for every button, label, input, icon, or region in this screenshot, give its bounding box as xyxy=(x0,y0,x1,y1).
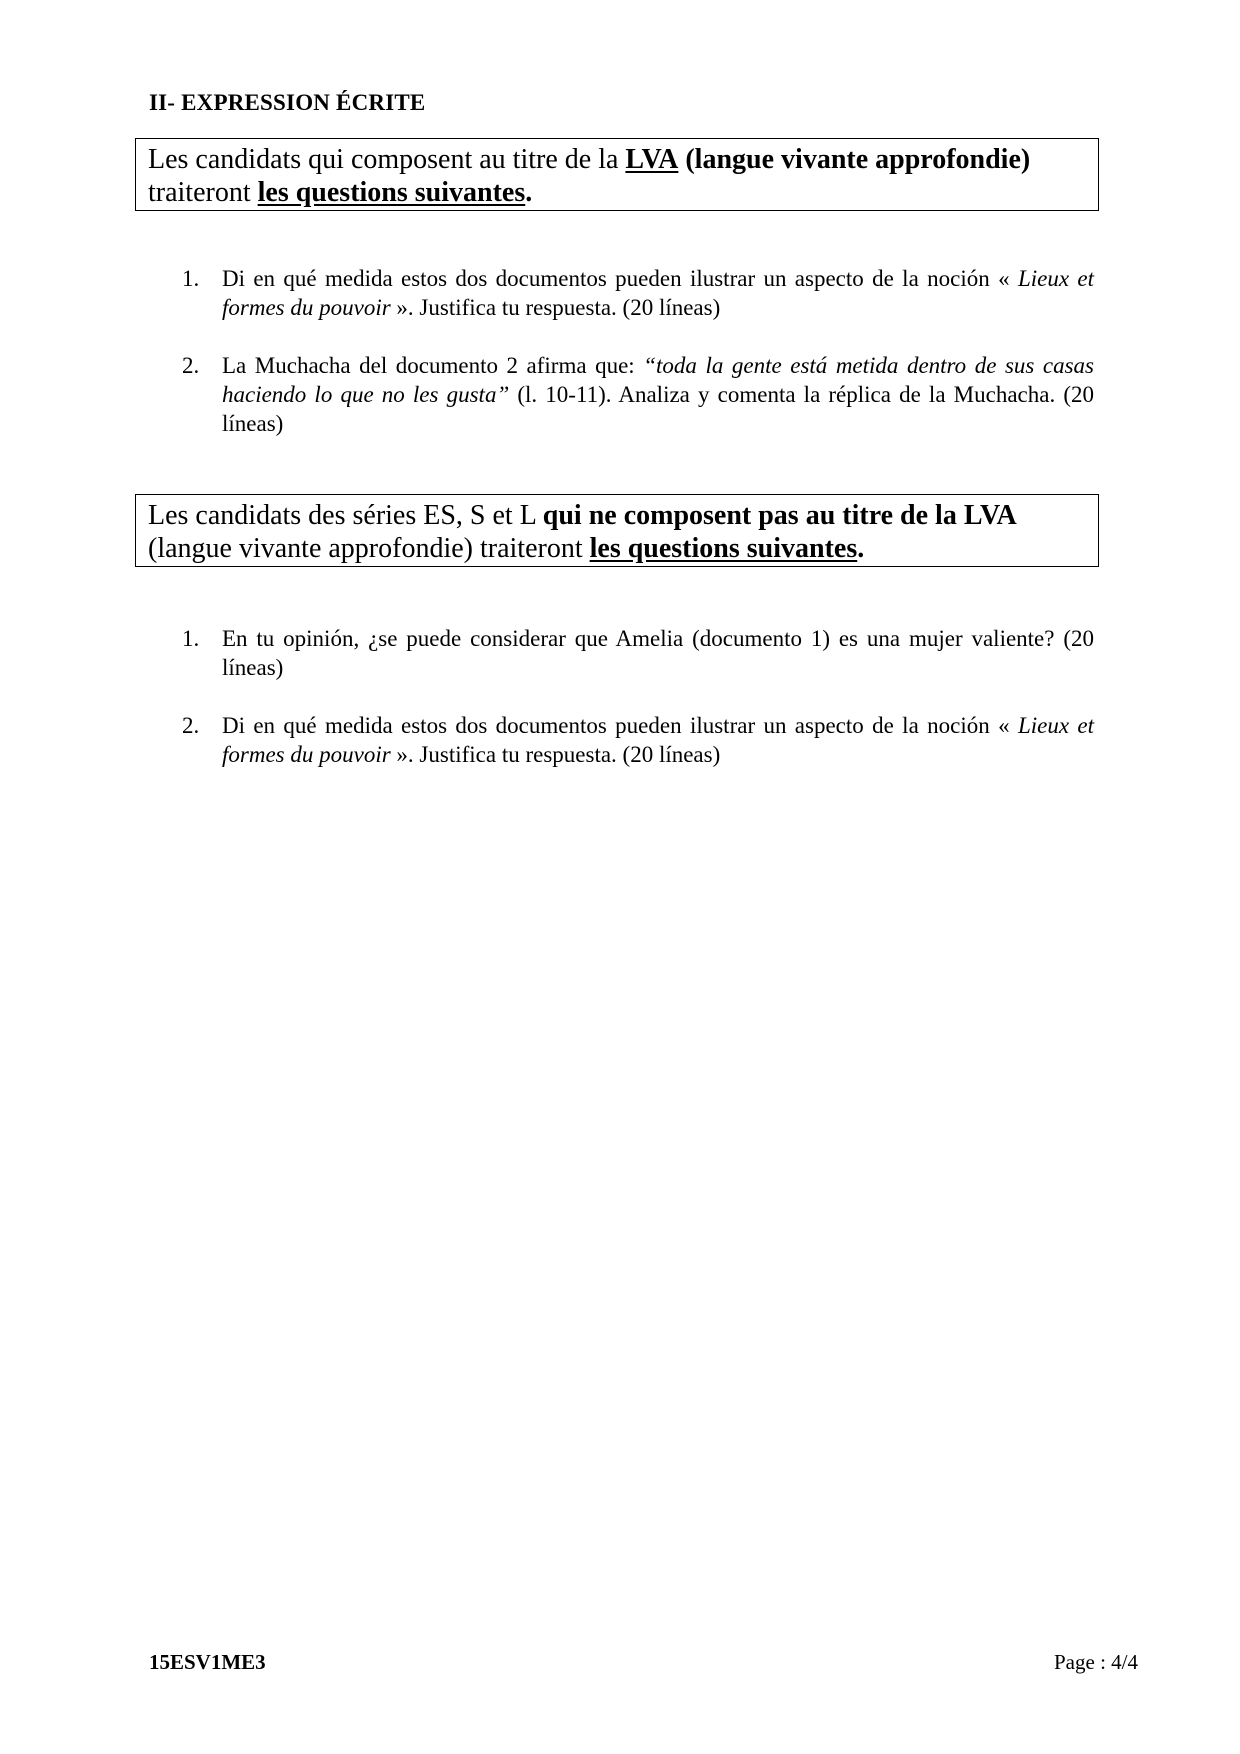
instruction-box-non-lva xyxy=(135,494,1099,567)
question-text-end: ». Justifica tu respuesta. (20 líneas) xyxy=(390,742,721,767)
box2-questions: les questions suivantes xyxy=(589,533,858,564)
box1-text-3: traiteront xyxy=(148,177,258,208)
question-number: 1. xyxy=(182,266,200,291)
question-text: Di en qué medida estos dos documentos pueden ilustrar un aspecto de la noción « xyxy=(222,713,1018,738)
document-code: 15ESV1ME3 xyxy=(149,1650,266,1674)
box2-text-2: (langue vivante approfondie) traiteront xyxy=(148,533,590,564)
question-italic: Lieux et formes du pouvoir xyxy=(222,266,1095,320)
question-text-end: ». Justifica tu respuesta. (20 líneas) xyxy=(390,295,721,320)
box1-lva-full: (langue vivante approfondie) xyxy=(685,144,1031,175)
question-item xyxy=(182,351,1094,438)
question-text: Di en qué medida estos dos documentos pueden ilustrar un aspecto de la noción « xyxy=(222,266,1018,291)
question-item xyxy=(182,711,1094,769)
section-title: II- EXPRESSION ÉCRITE xyxy=(149,90,426,115)
question-number: 2. xyxy=(182,353,200,378)
question-number: 2. xyxy=(182,713,200,738)
box1-questions: les questions suivantes xyxy=(257,177,526,208)
question-italic: “toda la gente está metida dentro de sus casas haciendo lo que no les gusta” xyxy=(222,353,1094,407)
box2-dot: . xyxy=(857,533,865,564)
question-italic: Lieux et formes du pouvoir xyxy=(222,713,1095,767)
question-text: En tu opinión, ¿se puede considerar que Amelia (documento 1) es una mujer valiente? (20 líneas) xyxy=(222,626,1094,680)
box2-bold: qui ne composent pas au titre de la LVA xyxy=(542,500,1017,531)
question-text-end: (l. 10-11). Analiza y comenta la réplica de la Muchacha. (20 líneas) xyxy=(222,382,1094,436)
question-list-lva xyxy=(182,264,1094,438)
box2-text-1: Les candidats des séries ES, S et L xyxy=(148,500,543,531)
box1-dot: . xyxy=(525,177,533,208)
question-item xyxy=(182,264,1094,322)
question-item xyxy=(182,624,1094,682)
question-number: 1. xyxy=(182,626,200,651)
question-text: La Muchacha del documento 2 afirma que: xyxy=(222,353,644,378)
question-list-non-lva xyxy=(182,624,1094,769)
instruction-box-lva xyxy=(135,138,1099,211)
box1-text-1: Les candidats qui composent au titre de la xyxy=(148,144,626,175)
page-number: Page : 4/4 xyxy=(1054,1650,1138,1674)
box1-lva: LVA xyxy=(625,144,679,175)
